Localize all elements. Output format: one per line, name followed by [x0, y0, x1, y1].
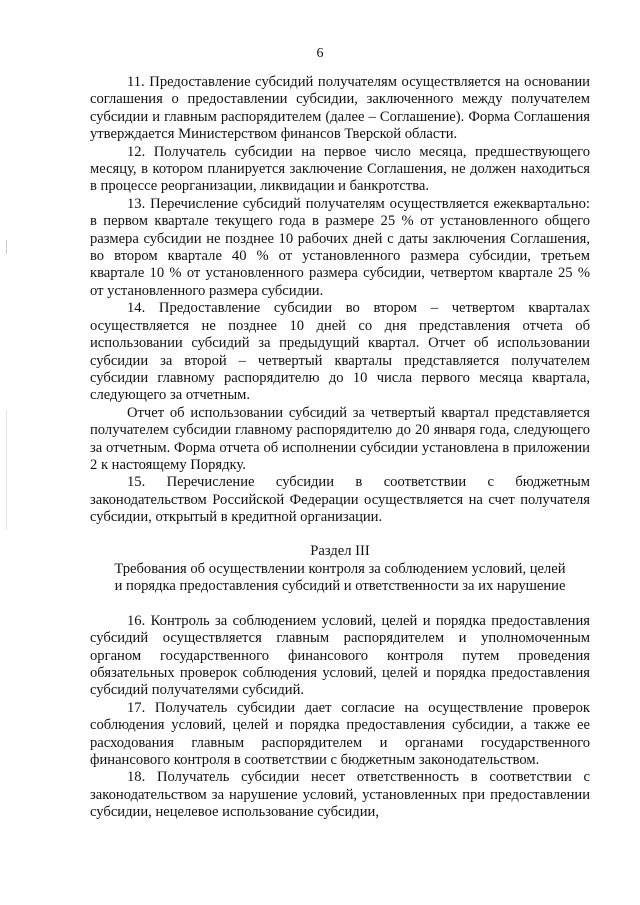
paragraph-17: 17. Получатель субсидии дает согласие на осуществление проверок соблюдения условий, целей и порядка предоставления субсидии, а также ее расходования главным распорядителем и органами государственного финансового контроля в соответствии с бюджетным законодательством. — [90, 699, 590, 769]
paragraph-15: 15. Перечисление субсидии в соответствии с бюджетным законодательством Российской Федерации осуществляется на счет получателя субсидии, открытый в кредитной организации. — [90, 474, 590, 526]
paragraph-13: 13. Перечисление субсидий получателям осуществляется ежеквартально: в первом квартале текущего года в размере 25 % от установленного общего размера субсидии не позднее 10 рабочих дней с даты заключения Соглашения, во втором квартале 40 % от установленного размера субсидии, третьем квартале 10 % от установленного размера субсидии, четвертом квартале 25 % от установленного размера субсидии. — [90, 195, 590, 299]
margin-mark — [6, 240, 7, 254]
section-heading-line-2: и порядка предоставления субсидий и ответственности за их нарушение — [114, 578, 566, 595]
paragraph-11: 11. Предоставление субсидий получателям осуществляется на основании соглашения о предоставлении субсидии, заключенного между получателем субсидии и главным распорядителем (далее – Соглашение). Форма Соглашения утверждается Министерством финансов Тверской области. — [90, 74, 590, 143]
paragraph-16: 16. Контроль за соблюдением условий, целей и порядка предоставления субсидий осуществляется главным распорядителем и уполномоченным органом государственного финансового контроля путем проведения обязательных проверок соблюдения условий, целей и порядка предоставления субсидий получателями субсидий. — [90, 612, 590, 699]
section-label: Раздел III — [310, 542, 370, 559]
paragraph-14: 14. Предоставление субсидии во втором – четвертом кварталах осуществляется не позднее 10 дней со дня представления отчета об использовании субсидий за предыдущий квартал. Отчет об использовании субсидии за второй – четвертый кварталы представляется получателем субсидии главному распорядителю до 10 числа первого месяца квартала, следующего за отчетным. — [90, 300, 590, 404]
page-number: 6 — [316, 46, 324, 61]
section-heading-line-1: Требования об осуществлении контроля за соблюдением условий, целей — [114, 560, 566, 577]
document-body — [90, 74, 590, 822]
margin-mark — [6, 410, 7, 530]
paragraph-18: 18. Получатель субсидии несет ответственность в соответствии с законодательством за нарушение условий, установленных при предоставлении субсидии, нецелевое использование субсидии, — [90, 769, 590, 821]
paragraph-report: Отчет об использовании субсидий за четвертый квартал представляется получателем субсидии главному распорядителю до 20 января года, следующего за отчетным. Форма отчета об исполнении субсидии установлена в приложении 2 к настоящему Порядку. — [90, 404, 590, 473]
paragraph-12: 12. Получатель субсидии на первое число месяца, предшествующего месяцу, в котором планируется заключение Соглашения, не должен находиться в процессе реорганизации, ликвидации и банкротства. — [90, 143, 590, 195]
